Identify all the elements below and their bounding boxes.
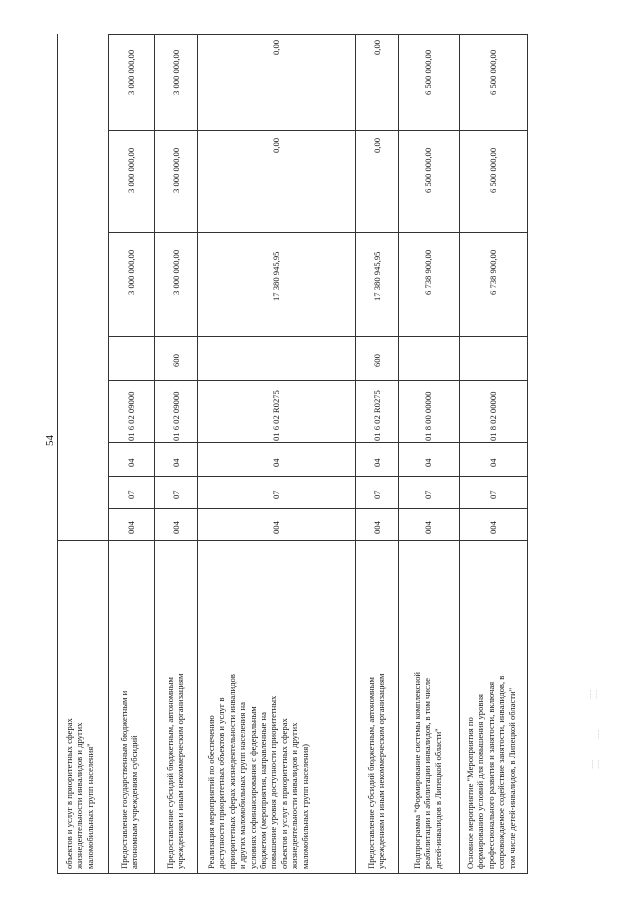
table-row [399,34,460,874]
amount-1-cell [356,232,398,336]
name-line: маломобильных групп населения" [84,743,95,869]
amount-3-cell [459,34,527,130]
admin-code: 004 [423,521,433,534]
section-code: 07 [171,490,181,499]
table-row [198,34,356,874]
name-line: том числе детей-инвалидов, в Липецкой области" [506,687,517,869]
section-cell [459,476,527,508]
name-line: маломобильных групп населения) [299,743,310,869]
amount-1-cell [155,232,197,336]
amount-1: 17 380 945,95 [372,251,382,301]
amount-2-cell [399,130,459,232]
vid-cell [109,336,154,380]
subsection-cell [198,442,355,476]
subsection-cell [356,442,398,476]
name-line: приоритетных сферах жизнедеятельности инвалидов [226,674,237,869]
vid-cell [399,336,459,380]
table-row [155,34,198,874]
amount-2: 3 000 000,00 [171,147,181,193]
target-cell [198,380,355,442]
section-code: 07 [488,490,498,499]
target-code: 01 6 02 R0275 [271,390,281,441]
name-line: доступности приоритетных объектов и услуг в [216,697,227,869]
amount-3-cell [399,34,459,130]
amount-1: 3 000 000,00 [126,249,136,295]
scan-artifact: ┆ [596,730,602,739]
page-number: 54 [44,435,56,446]
target-code: 01 8 02 00000 [488,391,498,441]
amount-1: 6 738 900,00 [488,249,498,295]
amount-2-cell [459,130,527,232]
target-code: 01 6 02 09000 [171,391,181,441]
subsection-cell [109,442,154,476]
admin-cell [459,508,527,540]
amount-1-cell [198,232,355,336]
budget-table-continued [459,34,528,874]
admin-code: 004 [488,521,498,534]
name-line: объектов и услуг в приоритетных сферах [64,718,74,869]
name-line: формированию условий для повышения уровня [475,693,486,869]
name-line: профессионального развития и занятости, включая [485,681,496,869]
amount-3: 0,00 [372,39,382,55]
amount-3-cell [356,34,398,130]
target-cell [356,380,398,442]
section-cell [399,476,459,508]
admin-cell [109,508,154,540]
subsection-code: 04 [423,458,433,467]
target-cell [459,380,527,442]
name-cell [459,540,527,874]
amount-2-cell [356,130,398,232]
section-code: 07 [372,490,382,499]
target-code: 01 6 02 R0275 [372,390,382,441]
scan-artifact: ┆┆ [588,690,600,699]
vid-code: 600 [372,354,382,367]
name-cell [356,540,398,874]
name-cell [109,540,154,874]
target-code: 01 8 00 00000 [423,391,433,441]
section-code: 07 [126,490,136,499]
subsection-code: 04 [171,458,181,467]
target-cell [109,380,154,442]
subsection-cell [155,442,197,476]
admin-cell [356,508,398,540]
amount-3-cell [198,34,355,130]
amount-2: 6 500 000,00 [488,147,498,193]
vid-code: 600 [171,354,181,367]
vid-cell [356,336,398,380]
amount-2: 6 500 000,00 [423,147,433,193]
section-cell [356,476,398,508]
name-line: объектов и услуг в приоритетных сферах [278,718,289,869]
name-line: бюджетом (мероприятия, направленные на [258,712,269,869]
amount-2: 0,00 [271,137,281,153]
name-line: детей-инвалидов в Липецкой области" [432,728,443,869]
amount-2-cell [155,130,197,232]
amount-1-cell [399,232,459,336]
amount-2: 0,00 [372,137,382,153]
amount-1: 6 738 900,00 [423,249,433,295]
name-cell [198,540,355,874]
subsection-cell [459,442,527,476]
amount-1: 3 000 000,00 [171,249,181,295]
vid-cell [155,336,197,380]
name-cell [58,540,108,874]
name-cell [399,540,459,874]
amount-3: 6 500 000,00 [423,49,433,95]
amount-1: 17 380 945,95 [271,251,281,301]
amount-2-cell [198,130,355,232]
budget-table [57,34,459,874]
name-line: Предоставление государственным бюджетным и [119,690,129,869]
amount-3: 3 000 000,00 [171,49,181,95]
amount-1-cell [459,232,527,336]
subsection-code: 04 [126,458,136,467]
admin-code: 004 [171,521,181,534]
vid-cell [198,336,355,380]
name-line: автономным учреждениям субсидий [129,735,140,869]
admin-code: 004 [271,521,281,534]
table-row [109,34,155,874]
name-line: Основное мероприятие "Мероприятия по [465,717,475,869]
admin-code: 004 [372,521,382,534]
name-line: реабилитации и абилитации инвалидов, в том числе [422,678,433,869]
section-code: 07 [423,490,433,499]
subsection-code: 04 [372,458,382,467]
section-cell [109,476,154,508]
name-line: и других маломобильных групп населения на [237,702,248,869]
name-line: повышение уровня доступности приоритетных [268,695,279,869]
name-line: Подпрограмма "Формирование системы комплексной [412,672,422,869]
section-code: 07 [271,490,281,499]
subsection-cell [399,442,459,476]
target-cell [399,380,459,442]
amount-1-cell [109,232,154,336]
name-line: жизнедеятельности инвалидов и других [289,722,300,869]
section-cell [155,476,197,508]
name-cell [155,540,197,874]
amount-3-cell [109,34,154,130]
name-line: условиях софинансирования с федеральным [247,706,258,869]
name-line: учреждениям и иным некоммерческим организациям [175,673,186,869]
name-line: сопровождаемое содействие занятости, инвалидов, в [496,675,507,869]
admin-cell [198,508,355,540]
admin-code: 004 [126,521,136,534]
name-line: Предоставление субсидий бюджетным, автономным [366,677,376,869]
name-line: Реализация мероприятий по обеспечению [206,715,216,869]
table-row [356,34,399,874]
amount-2: 3 000 000,00 [126,147,136,193]
section-cell [198,476,355,508]
name-line: учреждениям и иным некоммерческим организациям [376,673,387,869]
scan-artifact: ┆┆ [590,760,602,769]
name-line: Предоставление субсидий бюджетным, автономным [165,677,175,869]
admin-cell [399,508,459,540]
table-row [58,34,109,874]
amount-3: 6 500 000,00 [488,49,498,95]
table-row [459,34,528,874]
amount-3: 0,00 [271,39,281,55]
amount-3-cell [155,34,197,130]
target-cell [155,380,197,442]
amount-2-cell [109,130,154,232]
vid-cell [459,336,527,380]
subsection-code: 04 [271,458,281,467]
amount-3: 3 000 000,00 [126,49,136,95]
subsection-code: 04 [488,458,498,467]
name-line: жизнедеятельности инвалидов и других [74,722,85,869]
target-code: 01 6 02 09000 [126,391,136,441]
admin-cell [155,508,197,540]
